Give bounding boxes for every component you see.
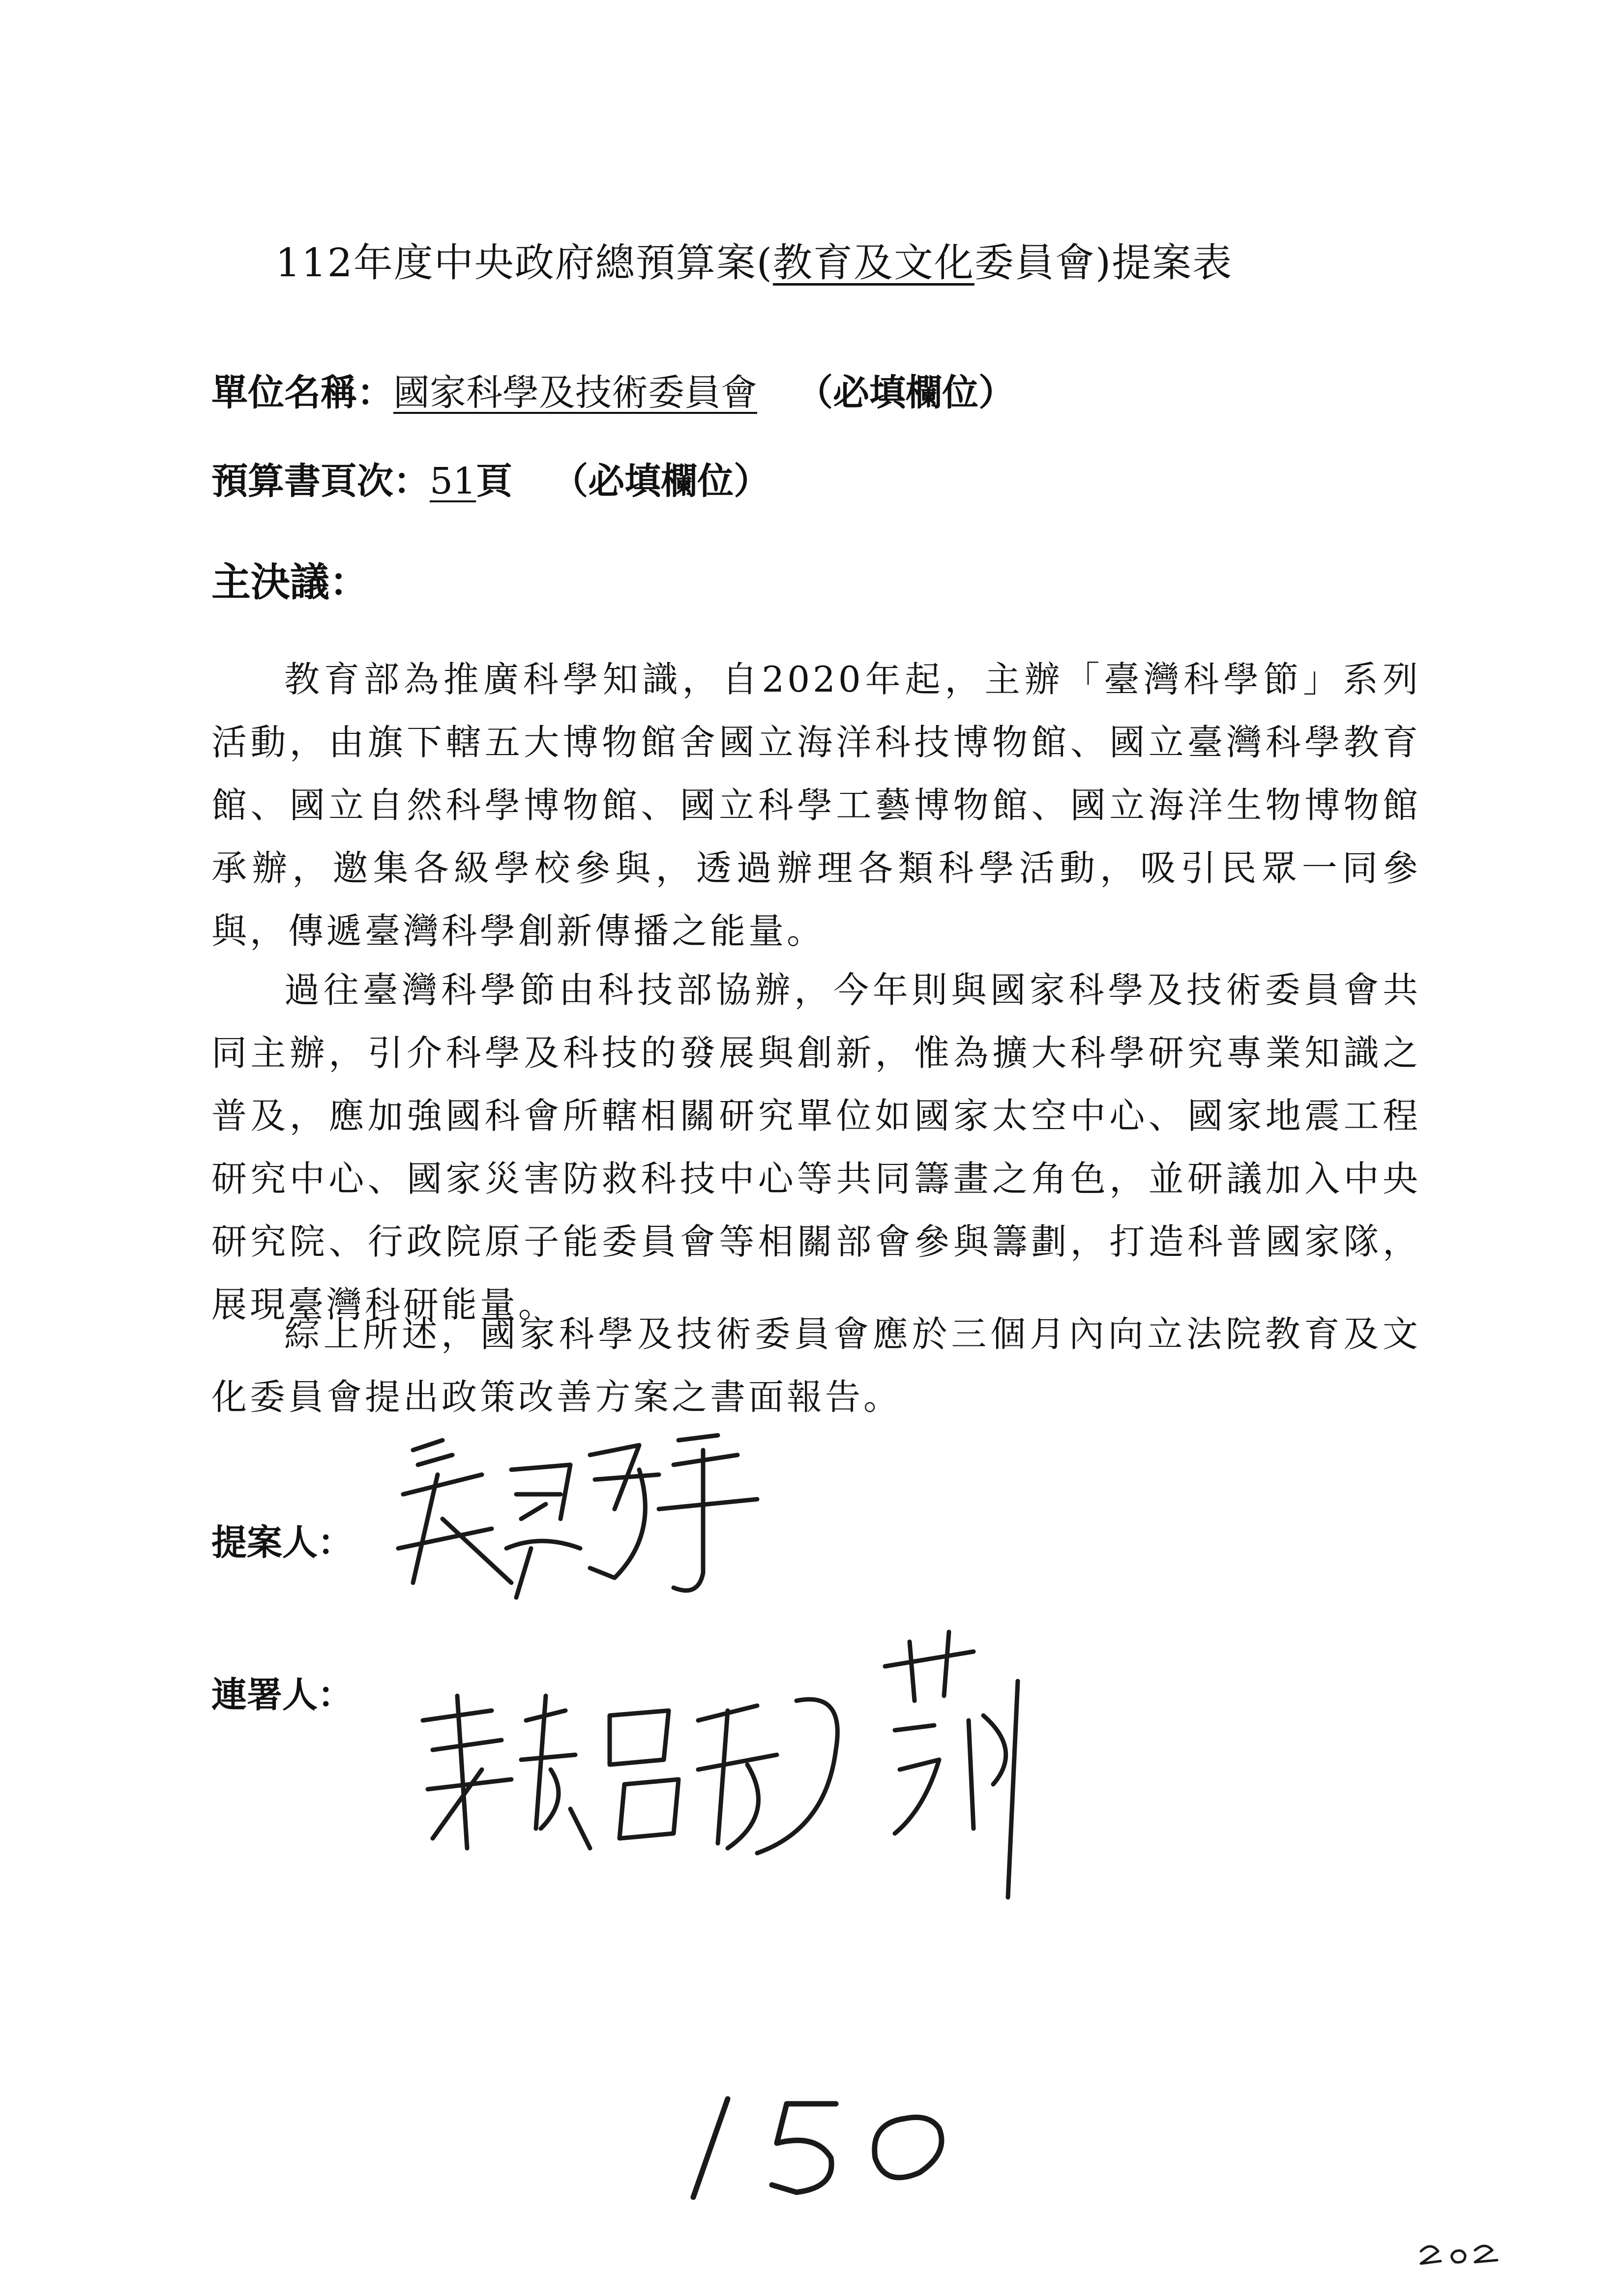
title-committee: 教育及文化	[772, 240, 974, 286]
paragraph-1: 教育部為推廣科學知識，自2020年起，主辦「臺灣科學節」系列活動，由旗下轄五大博物館舍國立海洋科技博物館、國立臺灣科學教育館、國立自然科學博物館、國立科學工藝博物館、國立海洋生物博物館承辦，邀集各級學校參與，透過辦理各類科學活動，吸引民眾一同參與，傳遞臺灣科學創新傳播之能量。	[211, 659, 1421, 952]
budget-page-unit: 頁	[476, 460, 513, 502]
budget-page-required-note: （必填欄位）	[552, 460, 770, 502]
cosigner-signatures	[403, 1622, 1141, 1897]
budget-page-label: 預算書頁次：	[211, 460, 430, 502]
proposer-label: 提案人：	[211, 1521, 354, 1563]
title-prefix: 112年度中央政府總預算案(	[275, 240, 773, 286]
unit-name-label: 單位名稱：	[211, 372, 393, 414]
unit-name-value: 國家科學及技術委員會	[393, 372, 757, 414]
budget-page-value: 51	[430, 460, 476, 502]
corner-page-number	[1416, 2232, 1505, 2271]
unit-name-field	[211, 364, 1015, 416]
handwritten-number-150	[674, 2084, 969, 2212]
document-title	[275, 231, 1406, 288]
resolution-heading: 主決議：	[211, 559, 369, 605]
paragraph-2: 過往臺灣科學節由科技部協辦，今年則與國家科學及技術委員會共同主辦，引介科學及科技的發展與創新，惟為擴大科學研究專業知識之普及，應加強國科會所轄相關研究單位如國家太空中心、國家地震工程研究中心、國家災害防救科技中心等共同籌畫之角色，並研議加入中央研究院、行政院原子能委員會等相關部會參與籌劃，打造科普國家隊，展現臺灣科研能量。	[211, 969, 1421, 1325]
paragraph-3: 綜上所述，國家科學及技術委員會應於三個月內向立法院教育及文化委員會提出政策改善方案之書面報告。	[211, 1313, 1421, 1418]
budget-page-field	[211, 452, 770, 504]
title-suffix: 委員會)提案表	[974, 240, 1233, 286]
proposer-signature	[384, 1421, 777, 1657]
cosigner-label: 連署人：	[211, 1674, 354, 1715]
unit-name-required-note: （必填欄位）	[797, 372, 1015, 414]
